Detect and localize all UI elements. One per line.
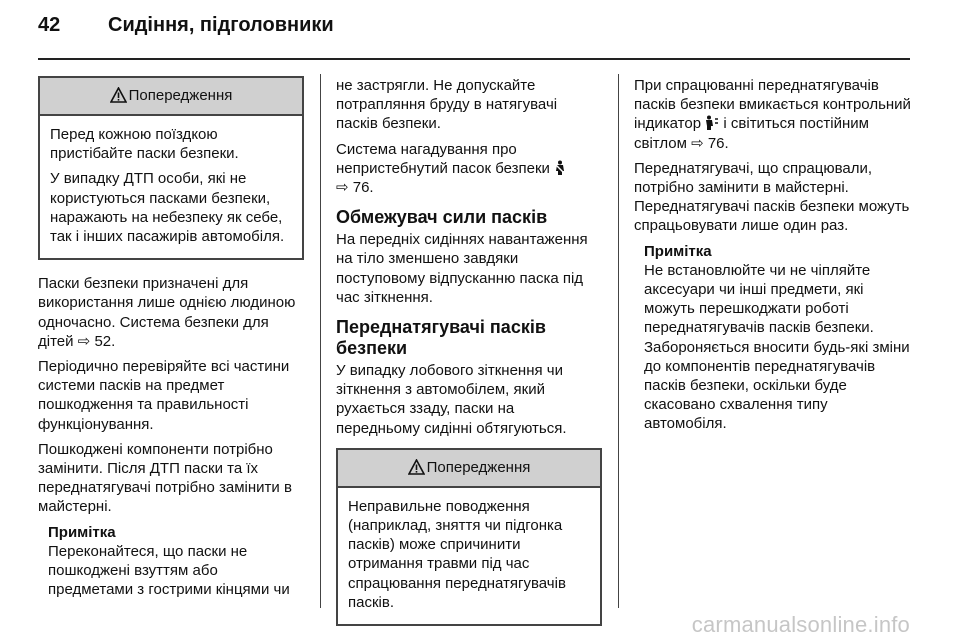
note [634, 242, 914, 434]
paragraph-text: Паски безпеки призначені для використання лише однією людиною одночасно. Система безпеки для дітей [38, 275, 296, 350]
paragraph [38, 274, 304, 351]
warning-title: Попередження [128, 87, 233, 104]
paragraph: На передніх сидіннях навантаження на тіло зменшено завдяки поступовому відпусканню паска під час зіткнення. [336, 231, 588, 306]
paragraph: Періодично перевіряйте всі частини системи пасків на предмет пошкодження та правильності функціонування. [38, 358, 290, 433]
warning-triangle-icon [110, 87, 127, 103]
warning-body [338, 488, 600, 624]
page-number: 42 [38, 14, 61, 36]
paragraph: Переднатягувачі, що спрацювали, потрібно замінити в майстерні. Переднатягувачі пасків безпеки можуть спрацьовувати лише один раз. [634, 159, 910, 235]
note-title: Примітка [48, 523, 116, 541]
section-heading: Переднатягувачі пасків безпеки [336, 317, 546, 359]
warning-body [40, 116, 302, 258]
warning-text: Неправильне поводження (наприклад, зняття чи підгонка пасків) може спричинити отримання травми під час спрацювання переднатягувачів пасків. [348, 497, 566, 611]
page-header [38, 14, 334, 37]
warning-box [336, 448, 602, 626]
column-1 [38, 76, 304, 599]
warning-header [338, 450, 600, 488]
pretensioner-indicator-icon [705, 115, 719, 131]
page-ref-arrow-icon: ⇨ [77, 332, 91, 350]
warning-text: Перед кожною поїздкою пристібайте паски безпеки. [50, 126, 239, 163]
column-3 [634, 76, 914, 434]
paragraph [634, 76, 914, 153]
warning-header [40, 78, 302, 116]
paragraph [336, 140, 602, 198]
note-title: Примітка [644, 242, 712, 260]
warning-box [38, 76, 304, 260]
paragraph-text: При спрацюванні переднатягувачів пасків безпеки вмикається контрольний індикатор [634, 77, 911, 133]
page-title: Сидіння, підголовники [108, 14, 334, 36]
note-text: Не встановлюйте чи не чіпляйте аксесуари чи інші предмети, які можуть перешкоджати роботі переднатягувачів пасків безпеки. Забороняється вносити будь-які зміни до компонентів переднатягувачів пасків безпеки, оскільки буде скасовано схвалення типу автомобіля. [644, 261, 910, 433]
warning-text: У випадку ДТП особи, які не користуються пасками безпеки, наражають на небезпеку як себе, так і інших пасажирів автомобіля. [50, 170, 285, 246]
note-text: Переконайтеся, що паски не пошкоджені взуттям або предметами з гострими кінцями чи [48, 542, 290, 599]
page-ref: 76. [707, 134, 729, 152]
seatbelt-indicator-icon [554, 160, 566, 176]
watermark: carmanualsonline.info [691, 612, 910, 637]
paragraph-text: і світиться постійним світлом [634, 115, 869, 152]
note [38, 523, 304, 600]
page-ref-arrow-icon: ⇨ [336, 179, 349, 197]
column-2 [336, 76, 602, 640]
paragraph: У випадку лобового зіткнення чи зіткнення з автомобілем, який рухається ззаду, паски на передньому сидінні обтягуються. [336, 362, 567, 437]
page-ref-arrow-icon: ⇨ [691, 134, 704, 152]
page-ref: 52. [94, 332, 116, 350]
paragraph: Пошкоджені компоненти потрібно замінити. Після ДТП паски та їх переднатягувачі потрібно замінити в майстерні. [38, 440, 292, 516]
warning-triangle-icon [408, 459, 425, 475]
section-heading: Обмежувач сили пасків [336, 207, 548, 228]
page-ref: 76. [352, 179, 374, 197]
paragraph: не застрягли. Не допускайте потрапляння бруду в натягувачі пасків безпеки. [336, 77, 558, 133]
warning-title: Попередження [426, 458, 531, 476]
paragraph-text: Система нагадування про непристебнутий пасок безпеки [336, 140, 550, 177]
header-rule [38, 58, 910, 60]
column-divider-1 [320, 74, 321, 608]
column-divider-2 [618, 74, 619, 608]
